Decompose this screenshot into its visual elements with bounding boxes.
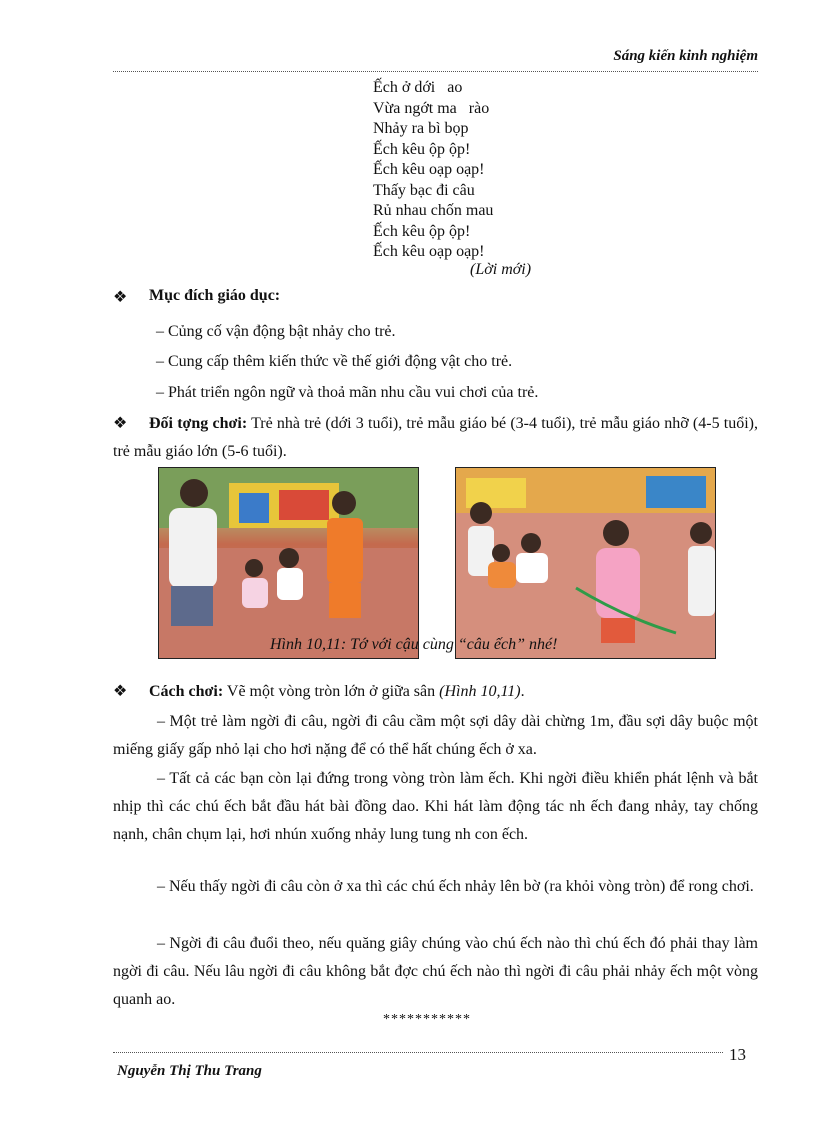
poem bbox=[373, 78, 493, 263]
bullet-item bbox=[156, 323, 396, 341]
header-rule bbox=[113, 71, 758, 72]
dash-icon: – bbox=[156, 353, 164, 370]
dash-icon: – bbox=[156, 384, 164, 401]
bullet-item bbox=[156, 353, 512, 371]
poem-line: Vừa ngớt ma rào bbox=[373, 99, 490, 117]
bullet-text: Cung cấp thêm kiến thức về thế giới động vật cho trẻ. bbox=[168, 353, 513, 370]
diamond-bullet-icon: ❖ bbox=[113, 289, 128, 306]
children-playing-photo-left bbox=[159, 468, 418, 658]
section-title: Đối tợng chơi: bbox=[149, 415, 248, 432]
poem-line: Ếch kêu ộp ộp! bbox=[373, 222, 471, 240]
bullet-item bbox=[156, 384, 538, 402]
poem-line: Nhảy ra bì bọp bbox=[373, 120, 469, 137]
section-howto bbox=[113, 678, 758, 706]
section-purpose bbox=[113, 287, 758, 305]
poem-line: Ếch kêu ộp ộp! bbox=[373, 140, 471, 158]
poem-line: Ếch kêu oạp oạp! bbox=[373, 243, 485, 260]
photo-left bbox=[158, 467, 419, 659]
howto-paragraph: – Ngời đi câu đuổi theo, nếu quăng giây chúng vào chú ếch nào thì chú ếch đó phải thay làm ngời đi câu. Nếu lâu ngời đi câu không bắt đợc chú ếch nào thì ngời đi câu phải nhảy ếch một vòng quanh ao. bbox=[113, 935, 758, 1008]
poem-line: Thấy bạc đi câu bbox=[373, 181, 475, 199]
footer-rule bbox=[113, 1052, 723, 1053]
howto-paragraph: – Tất cả các bạn còn lại đứng trong vòng tròn làm ếch. Khi ngời điều khiển phát lệnh và bắt nhịp thì các chú ếch bắt đầu hát bài đồng dao. Khi hát làm động tác nh ếch đang nhảy, tay chống nạnh, chân chụm lại, hơi nhún xuống nhảy lung tung nh con ếch. bbox=[113, 770, 758, 843]
photo-right bbox=[455, 467, 716, 659]
section-audience bbox=[113, 410, 758, 466]
figure-caption: Hình 10,11: Tớ với cậu cùng “câu ếch” nhé! bbox=[270, 636, 558, 653]
howto-paragraph: – Một trẻ làm ngời đi câu, ngời đi câu cầm một sợi dây dài chừng 1m, đầu sợi dây buộc một miếng giấy gấp nhỏ lại cho hơi nặng để có thể hất chúng ếch ở xa. bbox=[113, 713, 758, 758]
children-playing-photo-right bbox=[456, 468, 715, 658]
separator: *********** bbox=[383, 1012, 471, 1027]
bullet-text: Củng cố vận động bật nhảy cho trẻ. bbox=[168, 323, 396, 340]
header-title: Sáng kiến kinh nghiệm bbox=[613, 48, 758, 64]
bullet-text: Phát triển ngôn ngữ và thoả mãn nhu cầu vui chơi của trẻ. bbox=[168, 384, 539, 401]
audience-text: Trẻ nhà trẻ (dới 3 tuổi), trẻ mẫu giáo bé (3-4 tuổi), trẻ mẫu giáo nhỡ (4-5 tuổi), trẻ mẫu giáo lớn (5-6 tuổi). bbox=[113, 415, 759, 460]
howto-intro-ref: (Hình 10,11) bbox=[439, 683, 521, 700]
howto-intro-end: . bbox=[520, 683, 525, 700]
section-title: Mục đích giáo dục: bbox=[149, 287, 281, 304]
poem-line: Ếch kêu oạp oạp! bbox=[373, 161, 485, 178]
page-number: 13 bbox=[729, 1045, 746, 1064]
howto-paragraph: – Nếu thấy ngời đi câu còn ở xa thì các chú ếch nhảy lên bờ (ra khỏi vòng tròn) để rong chơi. bbox=[157, 878, 754, 895]
dash-icon: – bbox=[156, 323, 164, 340]
diamond-bullet-icon: ❖ bbox=[113, 683, 128, 700]
footer-author: Nguyễn Thị Thu Trang bbox=[117, 1063, 262, 1079]
poem-line: Ếch ở dới ao bbox=[373, 79, 463, 96]
poem-credit: (Lời mới) bbox=[470, 261, 532, 278]
poem-line: Rủ nhau chốn mau bbox=[373, 202, 494, 219]
howto-intro: Vẽ một vòng tròn lớn ở giữa sân bbox=[223, 683, 440, 700]
diamond-bullet-icon: ❖ bbox=[113, 415, 128, 432]
section-title: Cách chơi: bbox=[149, 683, 224, 700]
